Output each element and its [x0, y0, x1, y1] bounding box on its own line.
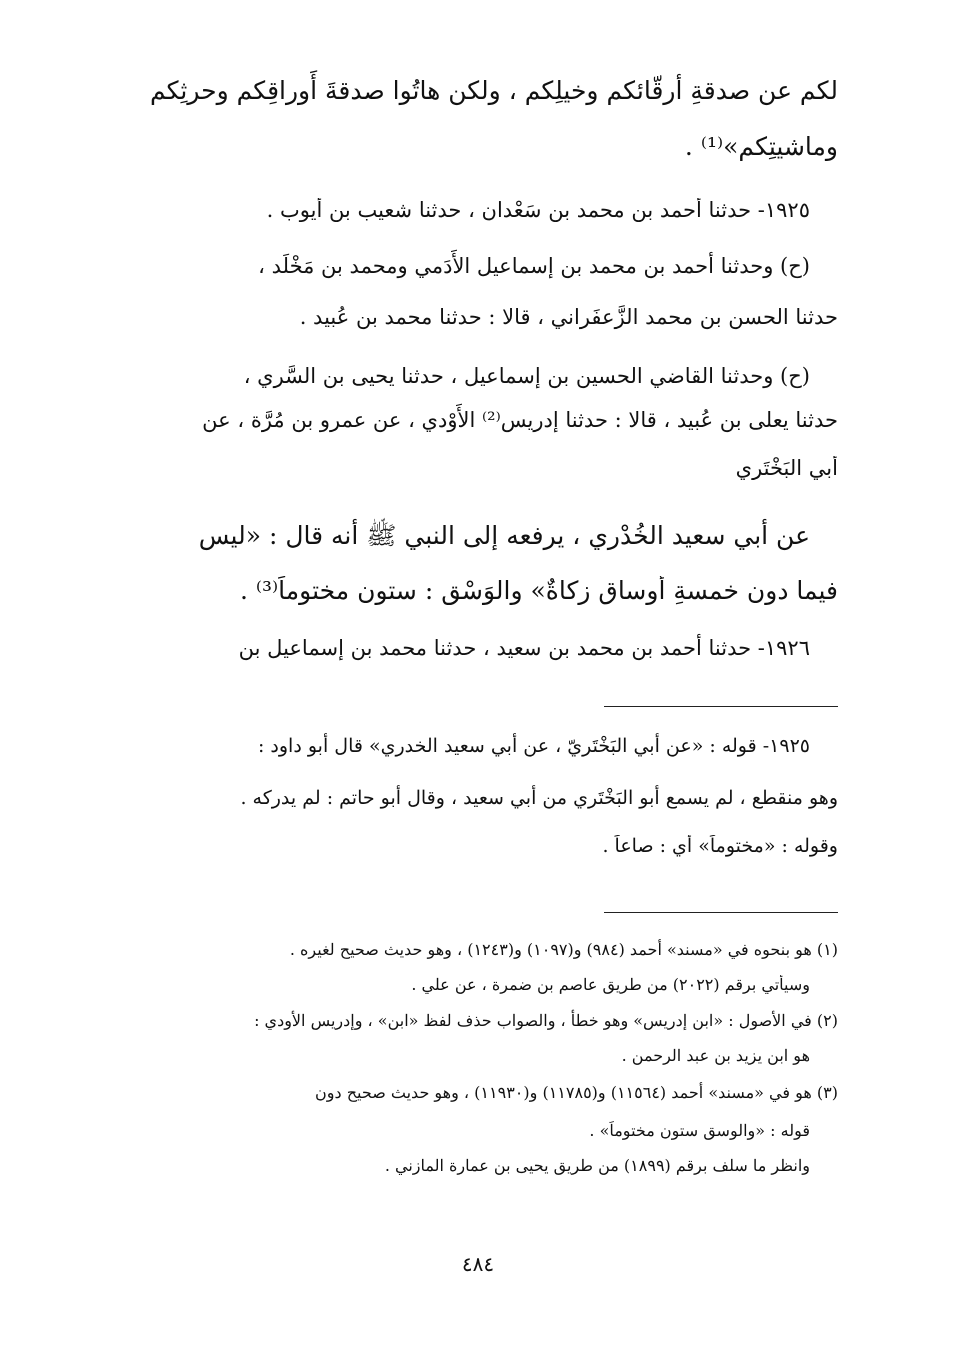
- main-text-line-2: وماشيتِكم»⁽¹⁾ .: [684, 132, 838, 161]
- isnad-line-2: (ح) وحدثنا أحمد بن محمد بن إسماعيل الأَدَمي ومحمد بن مَخْلَد ،: [258, 254, 810, 278]
- footnote-divider: [604, 912, 838, 913]
- main-text-line-1: لكم عن صدقةِ أرقّائكم وخيلِكم ، ولكن هاتُوا صدقةَ أَوراقِكم وحرثِكم: [149, 76, 838, 105]
- footnote-2-line-1: (٢) في الأصول : «ابن إدريس» وهو خطأ ، والصواب حذف لفظ «ابن» ، وإدريس الأودي :: [254, 1011, 838, 1030]
- isnad-line-4: (ح) وحدثنا القاضي الحسين بن إسماعيل ، حدثنا يحيى بن السَّري ،: [243, 364, 810, 388]
- commentary-line-3: وقوله : «مختوماً» أي : صاعاً .: [602, 835, 838, 857]
- isnad-line-5: حدثنا يعلى بن عُبيد ، قالا : حدثنا إدريس⁽²⁾ الأَوْدي ، عن عمرو بن مُرَّة ، عن: [202, 408, 838, 432]
- footnote-3-line-1: (٣) هو في «مسند» أحمد (١١٥٦٤) و(١١٧٨٥) و(١١٩٣٠) ، وهو حديث صحيح دون: [315, 1083, 838, 1102]
- isnad-line-1: ١٩٢٥- حدثنا أحمد بن محمد بن سَعْدان ، حدثنا شعيب بن أيوب .: [266, 198, 810, 222]
- isnad-line-6: أبي البَخْتَري: [735, 456, 838, 480]
- commentary-divider: [604, 706, 838, 707]
- isnad-1926-line: ١٩٢٦- حدثنا أحمد بن محمد بن سعيد ، حدثنا محمد بن إسماعيل بن: [238, 636, 810, 660]
- isnad-line-3: حدثنا الحسن بن محمد الزَّعفَراني ، قالا : حدثنا محمد بن عُبيد .: [299, 305, 838, 329]
- commentary-line-2: وهو منقطع ، لم يسمع أبو البَخْتَري من أبي سعيد ، وقال أبو حاتم : لم يدركه .: [240, 787, 838, 809]
- page-number: ٤٨٤: [461, 1252, 495, 1276]
- hadith-line-1: عن أبي سعيد الخُدْري ، يرفعه إلى النبي ﷺ أنه قال : «ليس: [198, 521, 810, 550]
- footnote-1-line-1: (١) هو بنحوه في «مسند» أحمد (٩٨٤) و(١٠٩٧) و(١٢٤٣) ، وهو حديث صحيح لغيره .: [289, 940, 838, 959]
- hadith-line-2: فيما دون خمسةِ أوساق زكاةٌ» والوَسْق : ستون مختوماً⁽³⁾ .: [239, 576, 838, 605]
- footnote-2-line-2: هو ابن يزيد بن عبد الرحمن .: [621, 1046, 810, 1065]
- footnote-3-line-2: قوله : «والوسق ستون مختوماً» .: [589, 1121, 810, 1140]
- footnote-1-line-2: وسيأتي برقم (٢٠٢٢) من طريق عاصم بن ضمرة ، عن علي .: [411, 975, 810, 994]
- footnote-3-line-3: وانظر ما سلف برقم (١٨٩٩) من طريق يحيى بن عمارة المازني .: [384, 1156, 810, 1175]
- commentary-line-1: ١٩٢٥- قوله : «عن أبي البَخْتَريّ ، عن أبي سعيد الخدري» قال أبو داود :: [257, 735, 810, 757]
